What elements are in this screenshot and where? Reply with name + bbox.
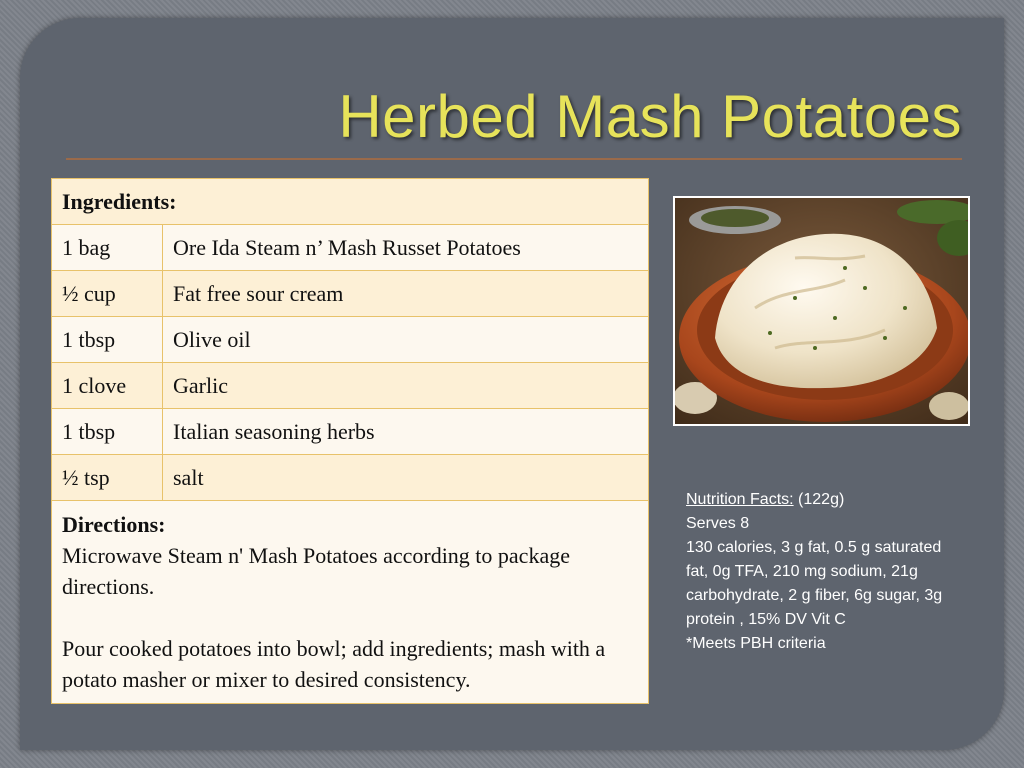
title-divider xyxy=(66,158,962,160)
ingredient-name: salt xyxy=(163,455,649,501)
table-row xyxy=(52,271,649,317)
table-row xyxy=(52,317,649,363)
ingredients-header: Ingredients: xyxy=(52,179,649,225)
directions-spacer xyxy=(62,602,638,633)
mashed-potatoes-image xyxy=(675,198,968,424)
direction-step-2: Pour cooked potatoes into bowl; add ingredients; mash with a potato masher or mixer to desired consistency. xyxy=(62,636,606,692)
directions-title: Directions: xyxy=(62,512,166,537)
table-row xyxy=(52,455,649,501)
ingredient-quantity: 1 tbsp xyxy=(52,317,163,363)
servings: Serves 8 xyxy=(686,515,750,532)
ingredient-quantity: ½ cup xyxy=(52,271,163,317)
nutrition-details: 130 calories, 3 g fat, 0.5 g saturated fat, 0g TFA, 210 mg sodium, 21g carbohydrate, 2 g fiber, 6g sugar, 3g protein , 15% DV Vit C xyxy=(686,539,943,628)
ingredient-quantity: ½ tsp xyxy=(52,455,163,501)
ingredient-quantity: 1 clove xyxy=(52,363,163,409)
nutrition-facts xyxy=(686,488,946,656)
table-row xyxy=(52,363,649,409)
ingredient-quantity: 1 bag xyxy=(52,225,163,271)
ingredient-name: Ore Ida Steam n’ Mash Russet Potatoes xyxy=(163,225,649,271)
ingredient-quantity: 1 tbsp xyxy=(52,409,163,455)
page-title: Herbed Mash Potatoes xyxy=(338,83,962,150)
table-header-row xyxy=(52,179,649,225)
directions-row xyxy=(52,501,649,704)
ingredient-name: Italian seasoning herbs xyxy=(163,409,649,455)
nutrition-facts-label: Nutrition Facts: xyxy=(686,491,794,508)
mashed-potatoes-bowl-photo xyxy=(673,196,970,426)
criteria-note: *Meets PBH criteria xyxy=(686,635,826,652)
ingredient-name: Olive oil xyxy=(163,317,649,363)
nutrition-heading-line xyxy=(686,488,946,512)
ingredient-name: Garlic xyxy=(163,363,649,409)
directions-cell xyxy=(52,501,649,704)
ingredient-name: Fat free sour cream xyxy=(163,271,649,317)
table-row xyxy=(52,409,649,455)
ingredients-table xyxy=(51,178,649,704)
serving-size: (122g) xyxy=(793,491,845,508)
table-row xyxy=(52,225,649,271)
direction-step-1: Microwave Steam n' Mash Potatoes according to package directions. xyxy=(62,543,570,599)
